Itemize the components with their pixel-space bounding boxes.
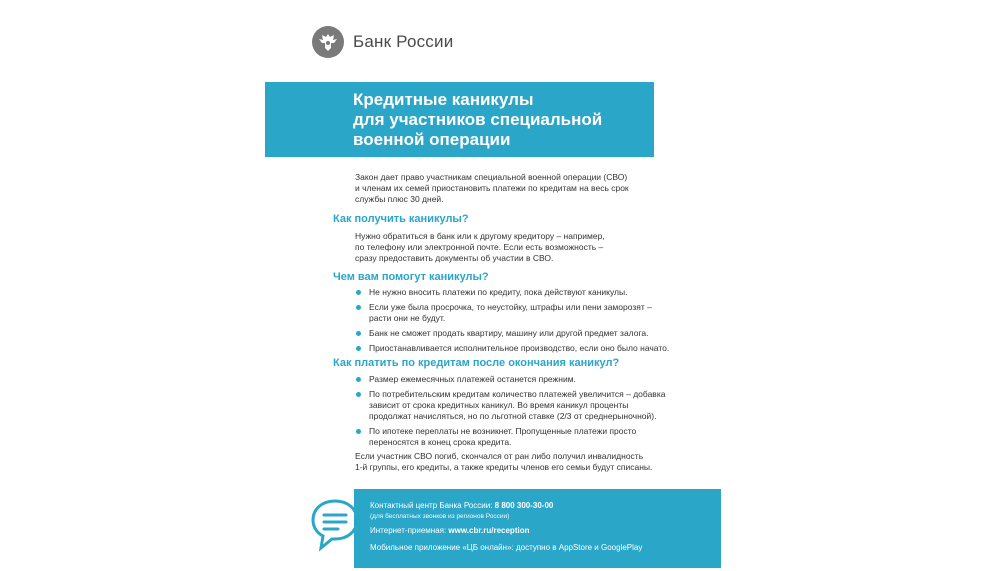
logo-text: Банк России	[353, 32, 454, 51]
list-item	[355, 328, 685, 339]
phone-label: Контактный центр Банка России:	[370, 501, 495, 510]
after-holidays-list	[355, 374, 685, 452]
list-item	[355, 287, 685, 298]
intro-paragraph: Закон дает право участникам специальной военной операции (СВО) и членам их семей приостановить платежи по кредитам на весь срок службы плюс 30 дней.	[355, 172, 629, 204]
list-item-text: Не нужно вносить платежи по кредиту, пока действуют каникулы.	[369, 287, 628, 297]
section-heading-benefits: Чем вам помогут каникулы?	[333, 271, 489, 283]
bullet-icon	[356, 290, 361, 295]
list-item	[355, 389, 685, 422]
list-item-text: По потребительским кредитам количество платежей увеличится – добавка зависит от срока кредитных каникул. Во время каникул проценты продолжат начисляться, но по льготной ставке (2/3 от среднерыночной).	[369, 389, 666, 421]
phone-line	[370, 501, 553, 511]
bullet-icon	[356, 331, 361, 336]
list-item	[355, 374, 685, 385]
web-line	[370, 526, 529, 536]
section-text-how-to-get: Нужно обратиться в банк или к другому кредитору – например, по телефону или электронной почте. Если есть возможность – сразу предоставить документы об участии в СВО.	[355, 231, 605, 263]
reception-link[interactable]: www.cbr.ru/reception	[448, 526, 530, 535]
list-item	[355, 343, 685, 354]
list-item-text: Размер ежемесячных платежей останется прежним.	[369, 374, 576, 384]
list-item	[355, 302, 685, 324]
section-heading-after-holidays: Как платить по кредитам после окончания каникул?	[333, 357, 620, 369]
contact-banner	[354, 489, 721, 568]
bank-logo	[312, 26, 453, 58]
section-heading-how-to-get: Как получить каникулы?	[333, 213, 469, 225]
app-line: Мобильное приложение «ЦБ онлайн»: доступно в AppStore и GooglePlay	[370, 543, 643, 552]
list-item-text: Приостанавливается исполнительное производство, если оно было начато.	[369, 343, 670, 353]
chat-bubble-icon	[310, 498, 360, 557]
phone-number[interactable]: 8 800 300-30-00	[494, 501, 554, 510]
bullet-icon	[356, 377, 361, 382]
list-item-text: Если уже была просрочка, то неустойку, штрафы или пени заморозят – расти они не будут.	[369, 302, 652, 323]
bullet-icon	[356, 429, 361, 434]
bullet-icon	[356, 305, 361, 310]
benefits-list	[355, 287, 685, 358]
phone-note: (для бесплатных звонков из регионов России)	[370, 513, 510, 520]
closing-paragraph: Если участник СВО погиб, скончался от ран либо получил инвалидность 1-й группы, его кредиты, а также кредиты членов его семьи будут списаны.	[355, 451, 653, 472]
list-item-text: Банк не сможет продать квартиру, машину или другой предмет залога.	[369, 328, 649, 338]
list-item	[355, 426, 685, 448]
page-title: Кредитные каникулы для участников специальной военной операции	[353, 90, 603, 149]
eagle-emblem-icon	[312, 26, 344, 58]
bullet-icon	[356, 346, 361, 351]
list-item-text: По ипотеке переплаты не возникнет. Пропущенные платежи просто переносятся в конец срока кредита.	[369, 426, 637, 447]
web-label: Интернет-приемная:	[370, 526, 449, 535]
title-banner	[265, 82, 654, 157]
bullet-icon	[356, 392, 361, 397]
